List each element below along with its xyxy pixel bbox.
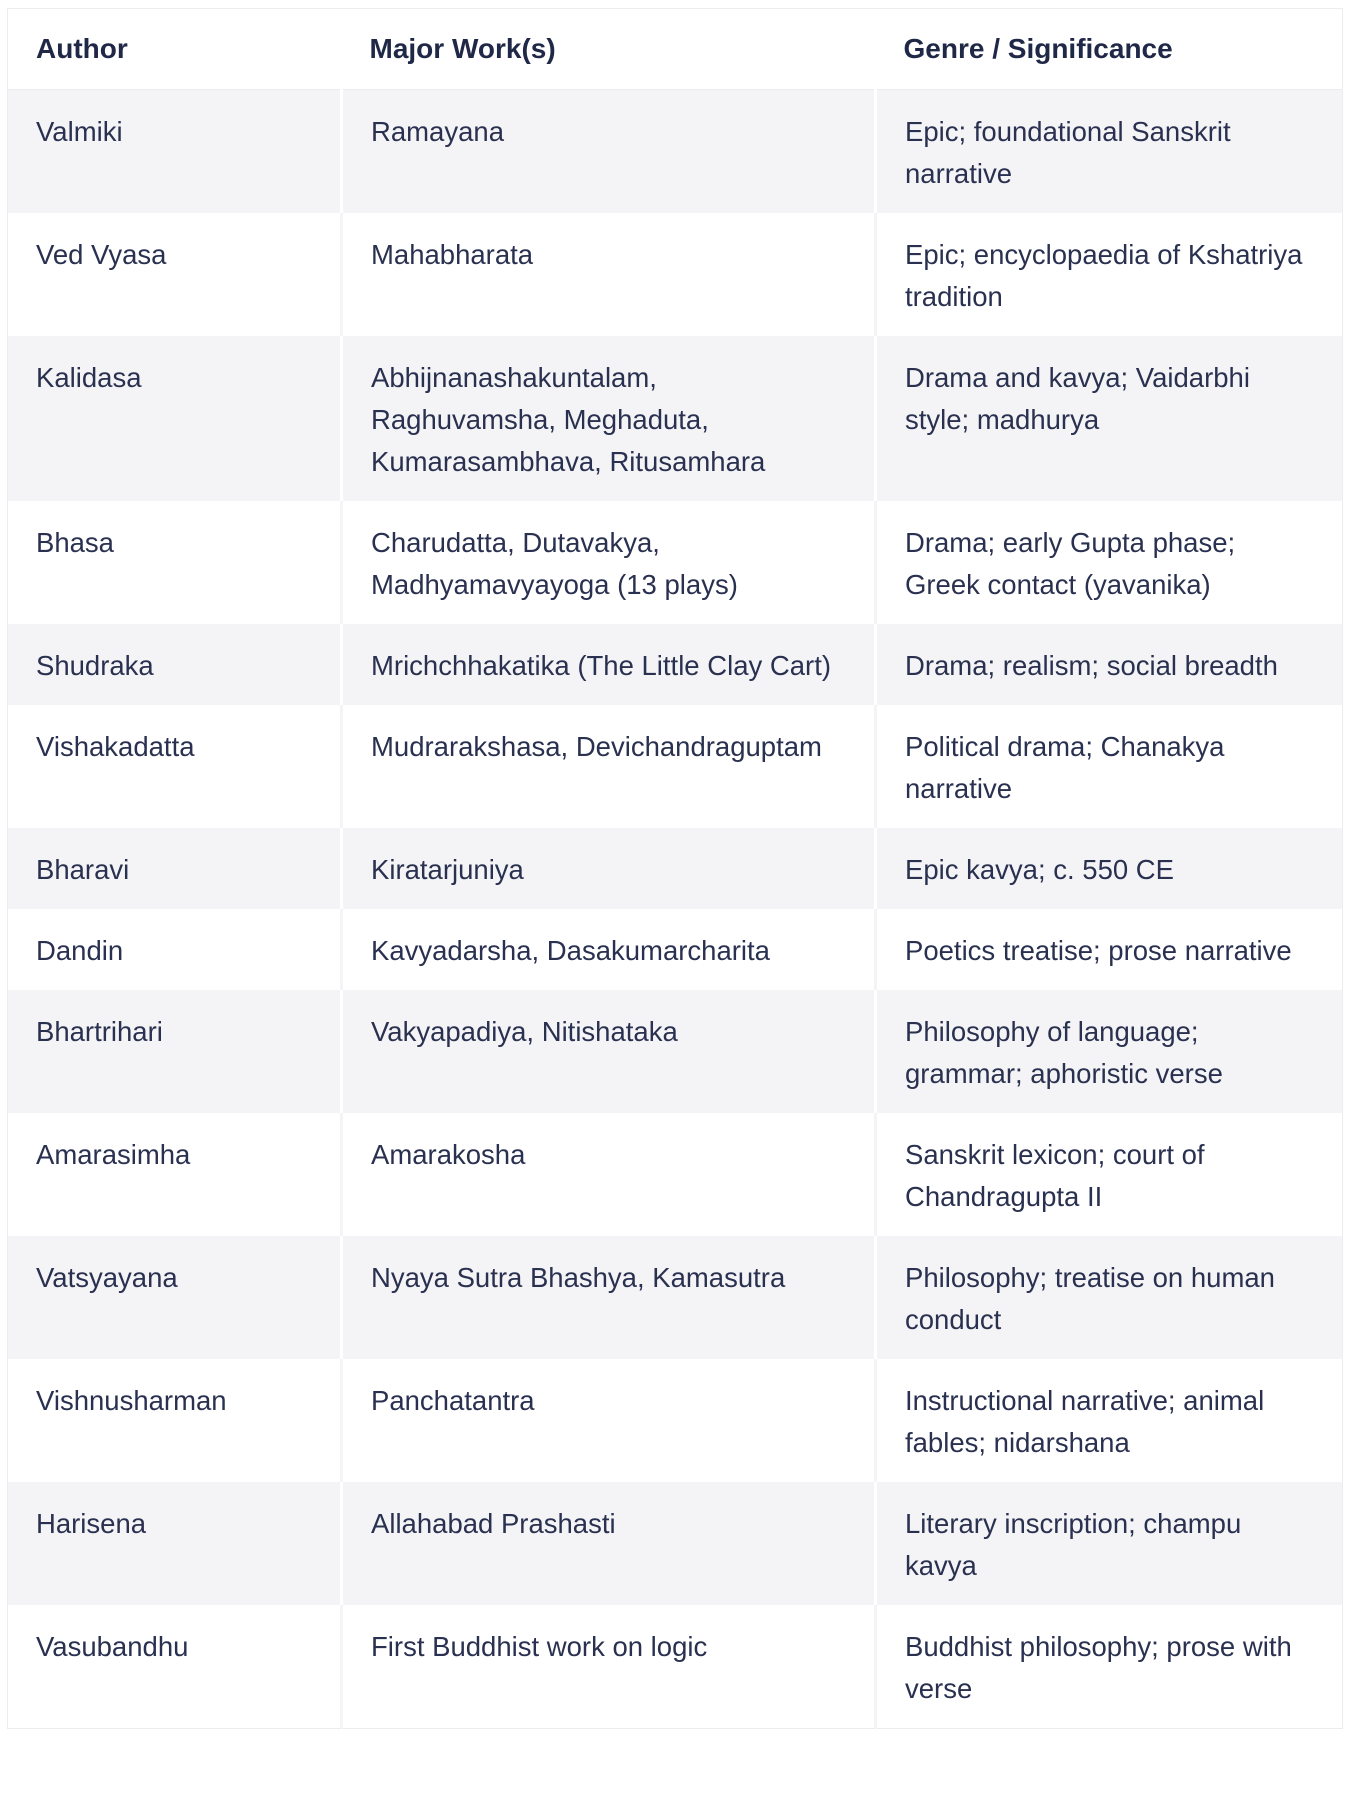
cell-works: Amarakosha	[342, 1113, 876, 1236]
table-row	[8, 828, 1343, 909]
cell-works: Mahabharata	[342, 213, 876, 336]
cell-genre: Drama; early Gupta phase; Greek contact (yavanika)	[876, 501, 1343, 624]
cell-author: Bhartrihari	[8, 990, 342, 1113]
cell-author: Vasubandhu	[8, 1605, 342, 1729]
cell-works: Vakyapadiya, Nitishataka	[342, 990, 876, 1113]
table-row	[8, 501, 1343, 624]
authors-table-container	[7, 8, 1342, 1729]
cell-genre: Sanskrit lexicon; court of Chandragupta II	[876, 1113, 1343, 1236]
cell-works: Abhijnanashakuntalam, Raghuvamsha, Meghaduta, Kumarasambhava, Ritusamhara	[342, 336, 876, 501]
cell-genre: Epic; foundational Sanskrit narrative	[876, 90, 1343, 214]
table-row	[8, 90, 1343, 214]
cell-genre: Instructional narrative; animal fables; nidarshana	[876, 1359, 1343, 1482]
table-row	[8, 1482, 1343, 1605]
header-genre-significance: Genre / Significance	[876, 9, 1343, 90]
cell-genre: Buddhist philosophy; prose with verse	[876, 1605, 1343, 1729]
table-row	[8, 705, 1343, 828]
authors-table	[7, 8, 1343, 1729]
header-row	[8, 9, 1343, 90]
cell-works: Mudrarakshasa, Devichandraguptam	[342, 705, 876, 828]
cell-genre: Epic; encyclopaedia of Kshatriya tradition	[876, 213, 1343, 336]
table-row	[8, 990, 1343, 1113]
cell-works: Charudatta, Dutavakya, Madhyamavyayoga (13 plays)	[342, 501, 876, 624]
table-header	[8, 9, 1343, 90]
cell-genre: Political drama; Chanakya narrative	[876, 705, 1343, 828]
cell-genre: Philosophy of language; grammar; aphoristic verse	[876, 990, 1343, 1113]
table-row	[8, 909, 1343, 990]
header-major-works: Major Work(s)	[342, 9, 876, 90]
cell-author: Vishakadatta	[8, 705, 342, 828]
table-row	[8, 336, 1343, 501]
cell-author: Vatsyayana	[8, 1236, 342, 1359]
table-row	[8, 1359, 1343, 1482]
cell-author: Dandin	[8, 909, 342, 990]
cell-genre: Epic kavya; c. 550 CE	[876, 828, 1343, 909]
cell-genre: Drama; realism; social breadth	[876, 624, 1343, 705]
cell-genre: Philosophy; treatise on human conduct	[876, 1236, 1343, 1359]
cell-works: First Buddhist work on logic	[342, 1605, 876, 1729]
cell-works: Kiratarjuniya	[342, 828, 876, 909]
cell-works: Kavyadarsha, Dasakumarcharita	[342, 909, 876, 990]
cell-author: Vishnusharman	[8, 1359, 342, 1482]
cell-works: Panchatantra	[342, 1359, 876, 1482]
header-author: Author	[8, 9, 342, 90]
cell-works: Nyaya Sutra Bhashya, Kamasutra	[342, 1236, 876, 1359]
table-row	[8, 624, 1343, 705]
cell-genre: Drama and kavya; Vaidarbhi style; madhurya	[876, 336, 1343, 501]
table-row	[8, 1236, 1343, 1359]
cell-works: Mrichchhakatika (The Little Clay Cart)	[342, 624, 876, 705]
cell-genre: Literary inscription; champu kavya	[876, 1482, 1343, 1605]
cell-author: Amarasimha	[8, 1113, 342, 1236]
cell-author: Bhasa	[8, 501, 342, 624]
cell-author: Bharavi	[8, 828, 342, 909]
cell-author: Ved Vyasa	[8, 213, 342, 336]
cell-author: Valmiki	[8, 90, 342, 214]
cell-works: Allahabad Prashasti	[342, 1482, 876, 1605]
cell-author: Shudraka	[8, 624, 342, 705]
table-body	[8, 90, 1343, 1729]
cell-author: Harisena	[8, 1482, 342, 1605]
cell-author: Kalidasa	[8, 336, 342, 501]
cell-genre: Poetics treatise; prose narrative	[876, 909, 1343, 990]
table-row	[8, 213, 1343, 336]
cell-works: Ramayana	[342, 90, 876, 214]
table-row	[8, 1605, 1343, 1729]
table-row	[8, 1113, 1343, 1236]
